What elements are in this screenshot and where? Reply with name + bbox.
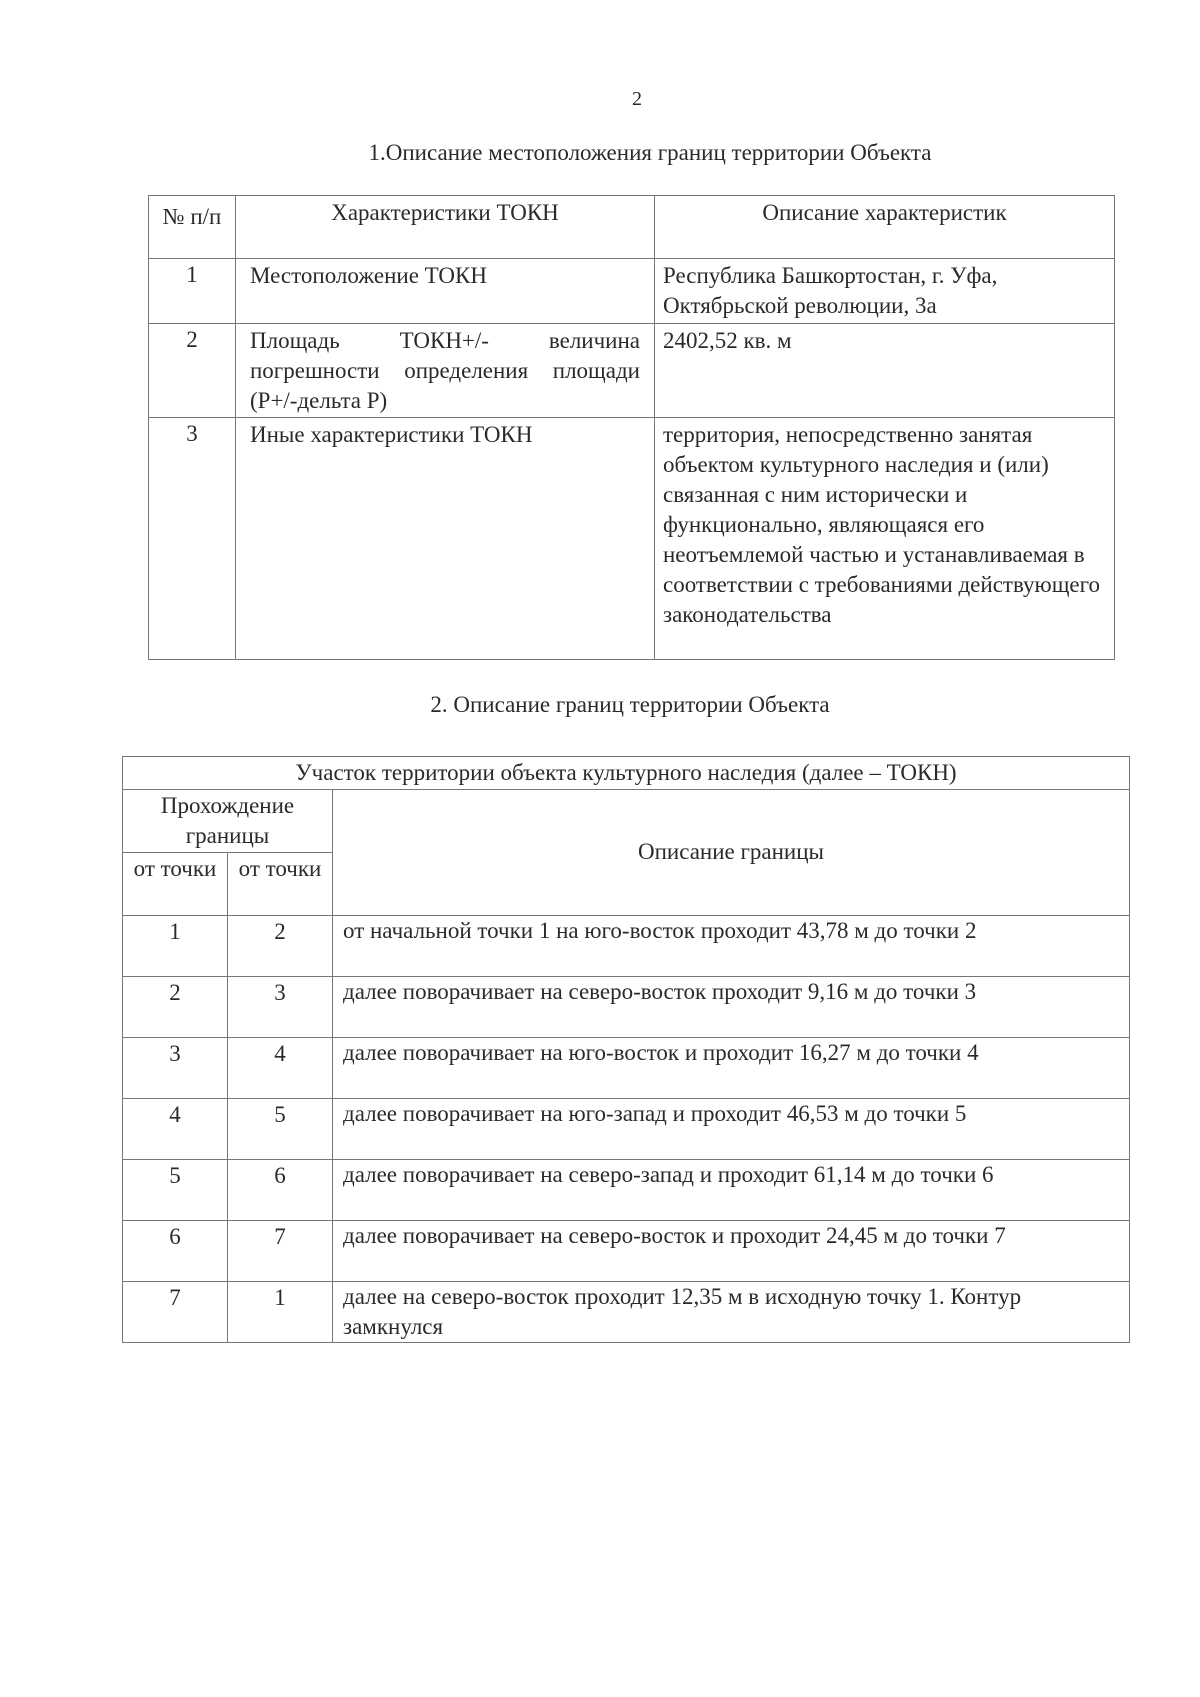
row-description: Республика Башкортостан, г. Уфа, Октябрьской революции, 3а	[655, 259, 1115, 324]
to-point: 2	[228, 915, 333, 976]
boundary-description: далее поворачивает на юго-восток и проходит 16,27 м до точки 4	[333, 1037, 1130, 1098]
row-characteristic: Площадь ТОКН+/- величина погрешности определения площади (Р+/-дельта Р)	[236, 323, 655, 418]
table-row	[123, 1098, 1130, 1159]
from-point: 1	[123, 915, 228, 976]
from-point: 4	[123, 1098, 228, 1159]
table-row	[123, 915, 1130, 976]
to-point: 3	[228, 976, 333, 1037]
row-description: 2402,52 кв. м	[655, 323, 1115, 418]
table-row	[123, 976, 1130, 1037]
from-point: 7	[123, 1281, 228, 1342]
column-header-characteristic: Характеристики ТОКН	[236, 196, 655, 259]
boundary-description: далее поворачивает на северо-восток проходит 9,16 м до точки 3	[333, 976, 1130, 1037]
to-point: 5	[228, 1098, 333, 1159]
from-point: 2	[123, 976, 228, 1037]
table-header-row	[123, 789, 1130, 852]
location-table	[148, 195, 1115, 660]
description-header: Описание границы	[333, 789, 1130, 915]
section2-heading: 2. Описание границ территории Объекта	[430, 692, 830, 717]
boundary-table	[122, 756, 1130, 1343]
from-point: 3	[123, 1037, 228, 1098]
column-header-number: № п/п	[149, 196, 236, 259]
from-point: 6	[123, 1220, 228, 1281]
table-row	[123, 1037, 1130, 1098]
passage-header: Прохождение границы	[123, 789, 333, 852]
boundary-description: далее поворачивает на северо-восток и проходит 24,45 м до точки 7	[333, 1220, 1130, 1281]
section1-heading: 1.Описание местоположения границ территории Объекта	[368, 140, 932, 165]
to-point: 7	[228, 1220, 333, 1281]
row-number: 1	[149, 259, 236, 324]
boundary-description: далее поворачивает на юго-запад и проходит 46,53 м до точки 5	[333, 1098, 1130, 1159]
table-row	[149, 323, 1115, 418]
boundary-description: далее на северо-восток проходит 12,35 м в исходную точку 1. Контур замкнулся	[333, 1281, 1130, 1342]
to-point: 4	[228, 1037, 333, 1098]
from-point-header: от точки	[123, 852, 228, 915]
row-characteristic: Иные характеристики ТОКН	[236, 418, 655, 660]
page-number: 2	[632, 88, 642, 110]
table-header-row	[149, 196, 1115, 259]
table-row	[123, 1281, 1130, 1342]
table-row	[123, 1159, 1130, 1220]
boundary-description: далее поворачивает на северо-запад и проходит 61,14 м до точки 6	[333, 1159, 1130, 1220]
row-characteristic: Местоположение ТОКН	[236, 259, 655, 324]
to-point-header: от точки	[228, 852, 333, 915]
row-number: 3	[149, 418, 236, 660]
from-point: 5	[123, 1159, 228, 1220]
row-description: территория, непосредственно занятая объектом культурного наследия и (или) связанная с ним исторически и функционально, являющаяся его неотъемлемой частью и устанавливаемая в соответствии с требованиями действующего законодательства	[655, 418, 1115, 660]
table-title-row	[123, 757, 1130, 790]
boundary-description: от начальной точки 1 на юго-восток проходит 43,78 м до точки 2	[333, 915, 1130, 976]
table-title: Участок территории объекта культурного наследия (далее – ТОКН)	[123, 757, 1130, 790]
to-point: 1	[228, 1281, 333, 1342]
row-number: 2	[149, 323, 236, 418]
table-row	[149, 259, 1115, 324]
column-header-description: Описание характеристик	[655, 196, 1115, 259]
to-point: 6	[228, 1159, 333, 1220]
table-row	[149, 418, 1115, 660]
table-row	[123, 1220, 1130, 1281]
